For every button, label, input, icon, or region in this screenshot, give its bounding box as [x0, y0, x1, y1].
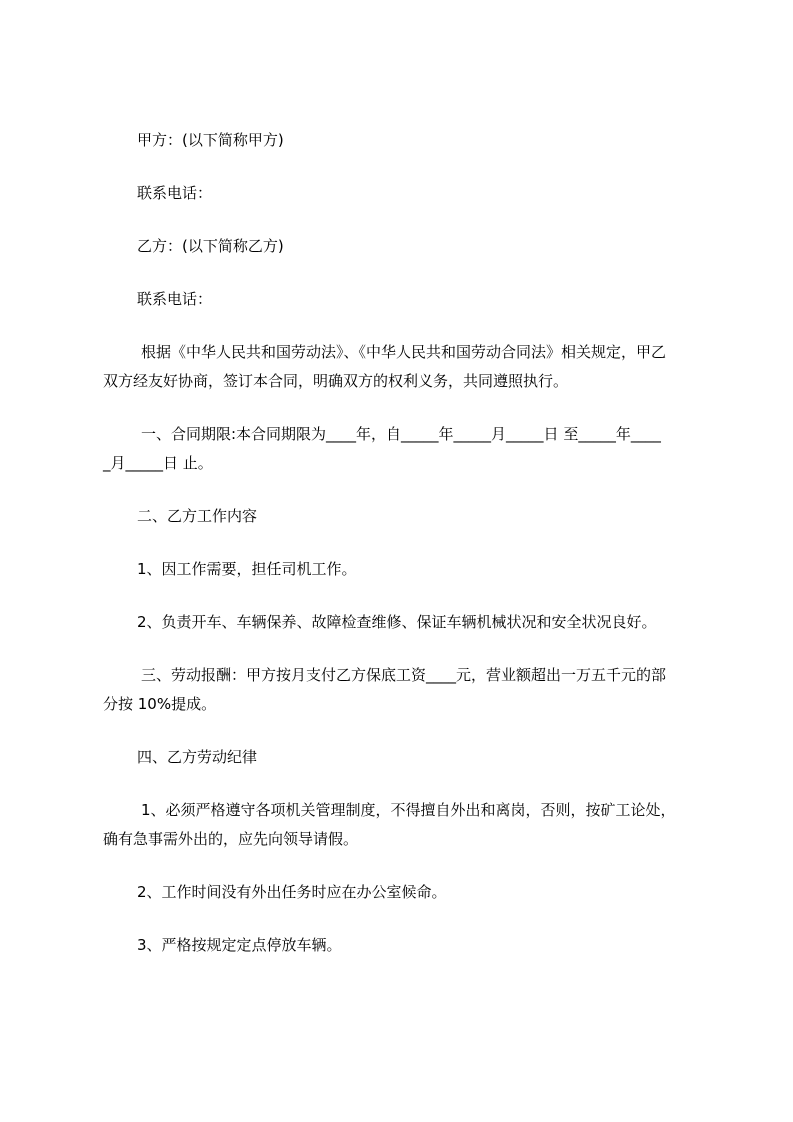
intro-line-1: 根据《中华人民共和国劳动法》、《中华人民共和国劳动合同法》相关规定，甲乙: [141, 343, 667, 361]
section-4-item-1-line-2: 确有急事需外出的，应先向领导请假。: [103, 830, 359, 848]
section-4-item-2: 2、工作时间没有外出任务时应在办公室候命。: [137, 883, 447, 901]
section-4-title: 四、乙方劳动纪律: [137, 748, 258, 766]
section-2-item-2: 2、负责开车、车辆保养、故障检查维修、保证车辆机械状况和安全状况良好。: [137, 613, 657, 631]
term-line-1: 一、合同期限:本合同期限为____年，自_____年_____月_____日 至_____年____: [141, 425, 661, 443]
section-2-title: 二、乙方工作内容: [137, 507, 258, 525]
pay-line-2: 分按 10%提成。: [103, 695, 217, 713]
party-a-line: 甲方：(以下简称甲方): [137, 131, 284, 149]
party-a-phone-line: 联系电话：: [137, 184, 213, 202]
party-b-line: 乙方：(以下简称乙方): [137, 237, 284, 255]
section-4-item-3: 3、严格按规定定点停放车辆。: [137, 936, 342, 954]
intro-line-2: 双方经友好协商，签订本合同，明确双方的权利义务，共同遵照执行。: [103, 372, 569, 390]
section-2-item-1: 1、因工作需要，担任司机工作。: [137, 560, 357, 578]
section-4-item-1-line-1: 1、必须严格遵守各项机关管理制度，不得擅自外出和离岗，否则，按矿工论处，: [141, 801, 676, 819]
pay-line-1: 三、劳动报酬：甲方按月支付乙方保底工资____元，营业额超出一万五千元的部: [141, 666, 667, 684]
party-b-phone-line: 联系电话：: [137, 290, 213, 308]
term-line-2: _月_____日 止。: [103, 454, 213, 472]
